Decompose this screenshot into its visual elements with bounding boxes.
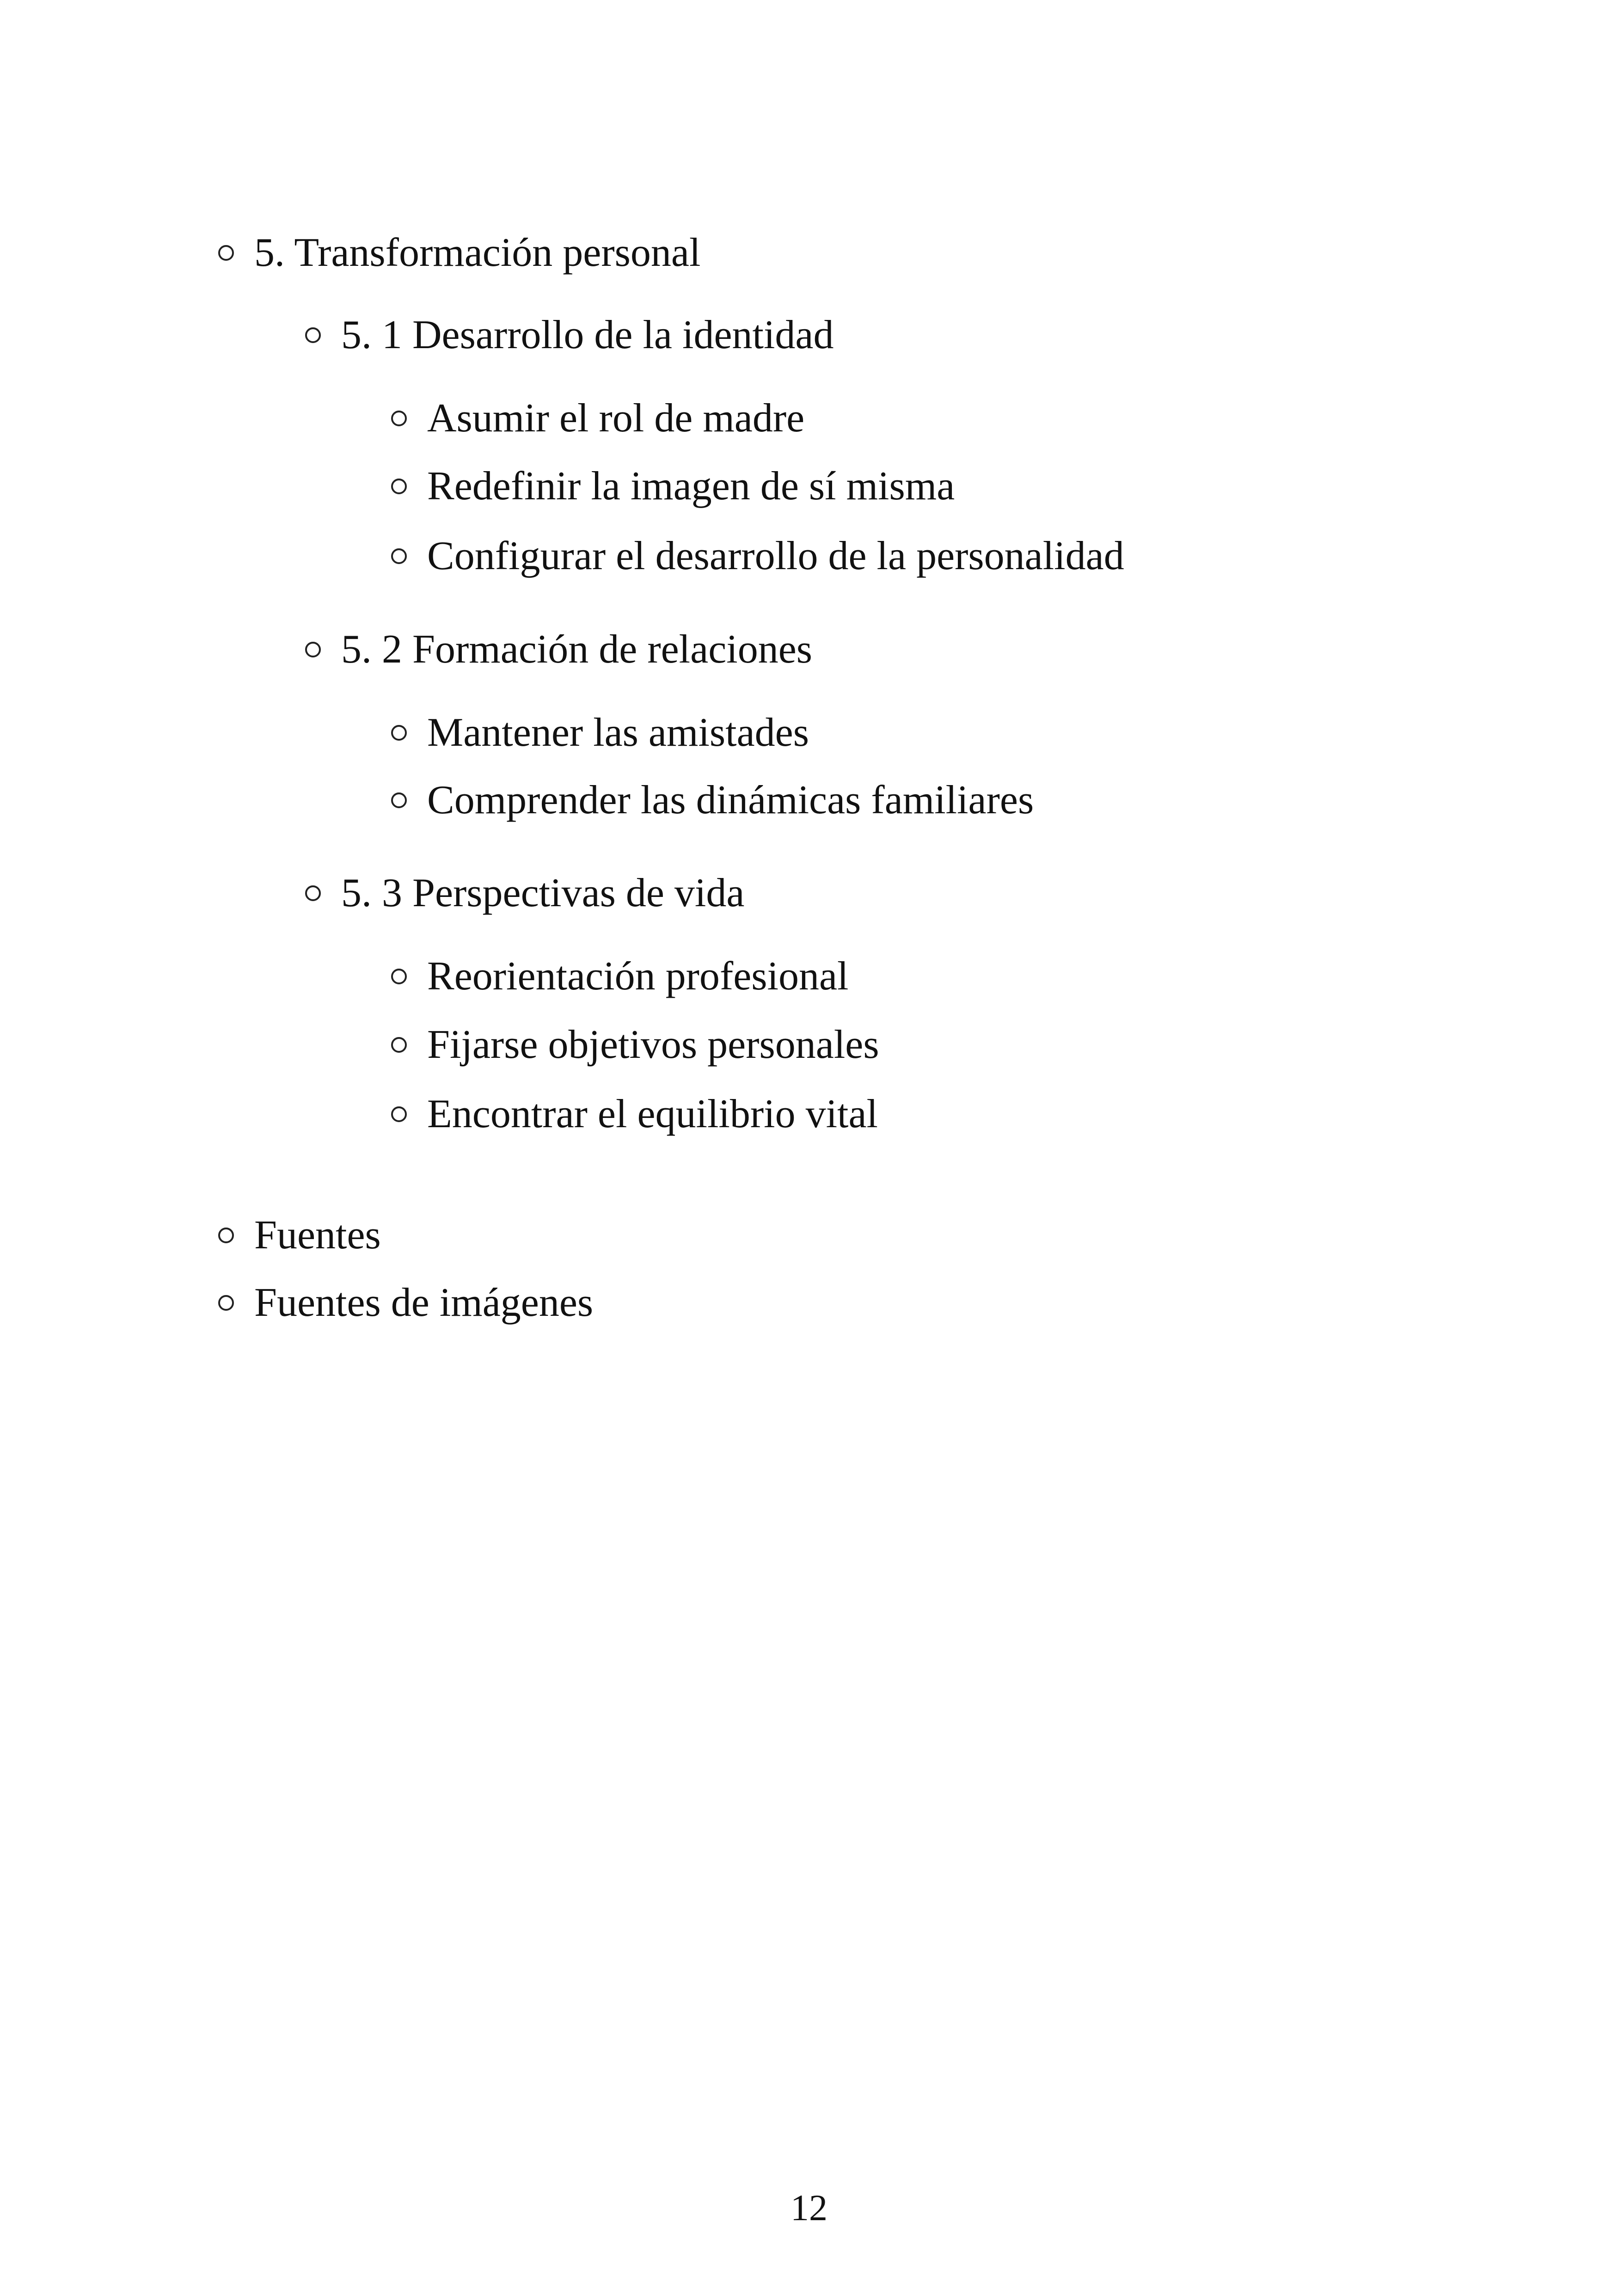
outline-item-section-5-1 [305,310,834,361]
outline-item-section-5-2 [305,624,812,675]
outline-item [391,1019,879,1070]
outline-item-sources [218,1210,381,1261]
hollow-circle-bullet-icon [391,725,407,741]
outline-item-label: 5. Transformación personal [254,230,701,275]
hollow-circle-bullet-icon [305,642,321,657]
outline-item-label: Fijarse objetivos personales [427,1022,879,1067]
hollow-circle-bullet-icon [391,792,407,808]
hollow-circle-bullet-icon [218,245,234,261]
outline-item-label: Encontrar el equilibrio vital [427,1092,878,1136]
outline-item-label: 5. 1 Desarrollo de la identidad [341,313,834,357]
hollow-circle-bullet-icon [305,327,321,343]
outline-item [391,775,1034,826]
outline-item-section-5 [218,227,700,278]
hollow-circle-bullet-icon [391,411,407,426]
outline-item-label: Fuentes de imágenes [254,1280,594,1325]
hollow-circle-bullet-icon [391,479,407,494]
outline-item [391,531,1124,582]
outline-item-label: Fuentes [254,1213,381,1258]
outline-item-section-5-3 [305,868,744,919]
outline-item [391,707,809,758]
outline-item-label: Comprender las dinámicas familiares [427,778,1034,823]
outline-item-label: Mantener las amistades [427,710,809,755]
outline-item-label: Asumir el rol de madre [427,396,805,441]
outline-item-label: Reorientación profesional [427,954,849,999]
outline-item-label: Redefinir la imagen de sí misma [427,464,955,509]
hollow-circle-bullet-icon [391,548,407,564]
page-number: 12 [791,2188,827,2228]
outline-item-label: 5. 3 Perspectivas de vida [341,871,745,915]
hollow-circle-bullet-icon [391,969,407,984]
hollow-circle-bullet-icon [218,1228,234,1243]
outline-item [391,951,848,1002]
hollow-circle-bullet-icon [305,885,321,901]
outline-item [391,1089,878,1140]
hollow-circle-bullet-icon [391,1106,407,1122]
outline-item [391,461,955,512]
hollow-circle-bullet-icon [218,1295,234,1311]
outline-item [391,393,804,444]
outline-item-label: Configurar el desarrollo de la personalidad [427,534,1124,578]
hollow-circle-bullet-icon [391,1037,407,1053]
outline-item-label: 5. 2 Formación de relaciones [341,627,813,672]
outline-item-image-sources [218,1277,593,1328]
